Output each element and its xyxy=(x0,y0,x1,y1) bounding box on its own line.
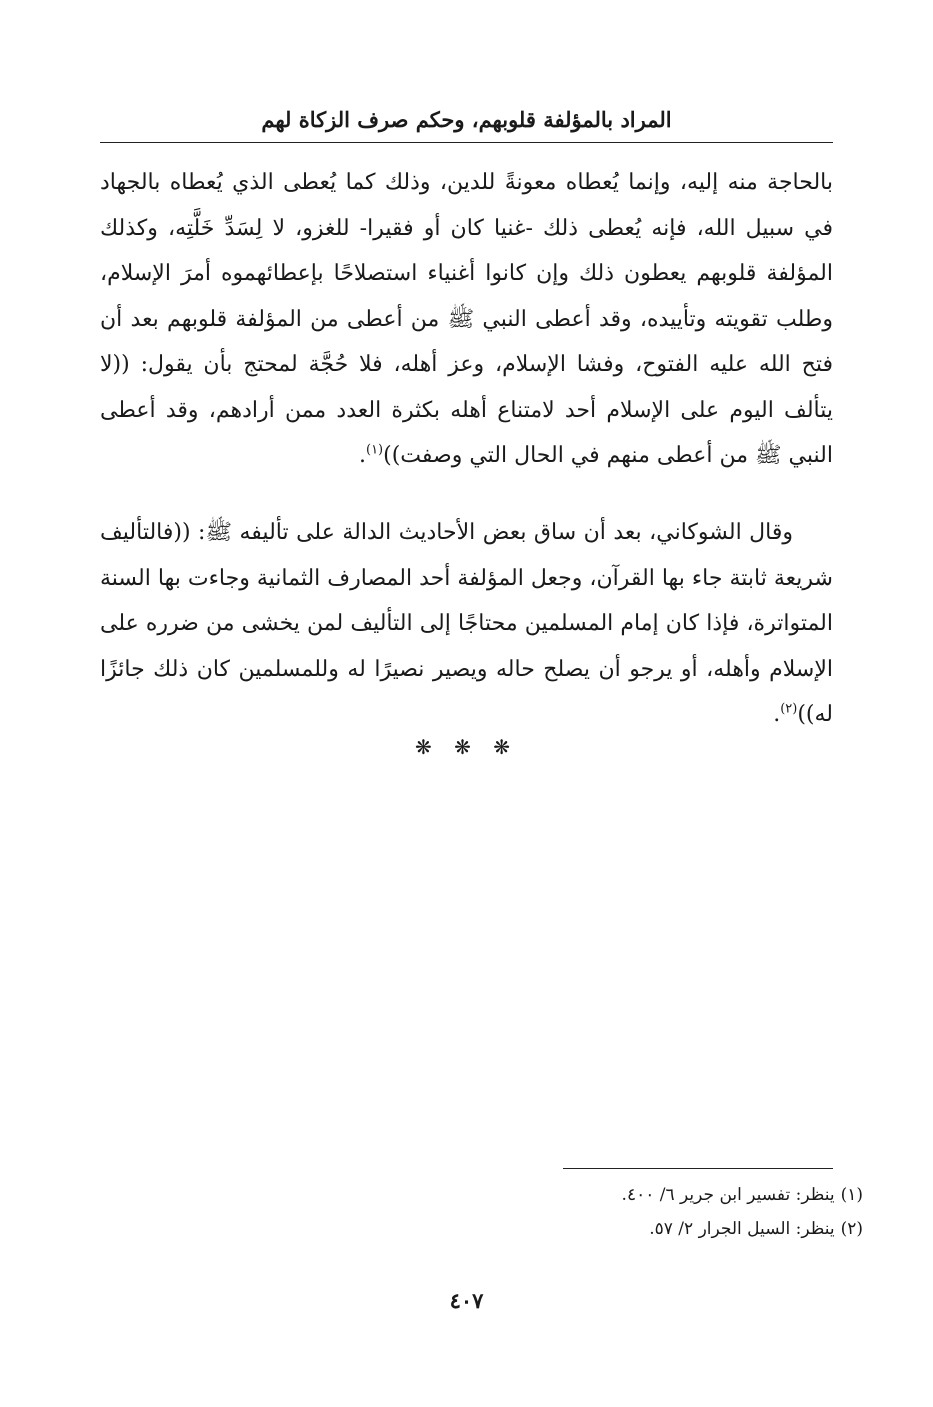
paragraph-1-text: بالحاجة منه إليه، وإنما يُعطاه معونةً للدين، وذلك كما يُعطى الذي يُعطاه بالجهاد في سبيل الله، فإنه يُعطى ذلك -غنيا كان أو فقيرا- للغزو، لا لِسَدِّ خَلَّتِه، وكذلك المؤلفة قلوبهم يعطون ذلك وإن كانوا أغنياء استصلاحًا بإعطائهموه أمرَ الإسلام، وطلب تقويته وتأييده، وقد أعطى النبي ﷺ من أعطى من المؤلفة قلوبهم بعد أن فتح الله عليه الفتوح، وفشا الإسلام، وعز أهله، فلا حُجَّة لمحتج بأن يقول: ((لا يتألف اليوم على الإسلام أحد لامتناع أهله بكثرة العدد ممن أرادهم، وقد أعطى النبي ﷺ من أعطى منهم في الحال التي وصفت)) xyxy=(100,170,833,468)
footnote-1-text: ينظر: تفسير ابن جرير ٦/ ٤٠٠. xyxy=(621,1185,835,1205)
footnote-1-number: (١) xyxy=(840,1185,863,1205)
page-number: ٤٠٧ xyxy=(449,1288,484,1313)
footnote-2 xyxy=(300,1212,863,1246)
running-header: المراد بالمؤلفة قلوبهم، وحكم صرف الزكاة لهم xyxy=(261,107,672,132)
paragraph-2 xyxy=(100,510,833,738)
paragraph-1 xyxy=(100,160,833,479)
footnote-divider xyxy=(563,1168,833,1169)
footnotes xyxy=(300,1178,863,1246)
header-divider xyxy=(100,142,833,143)
footnote-2-number: (٢) xyxy=(840,1219,863,1239)
paragraph-2-text: وقال الشوكاني، بعد أن ساق بعض الأحاديث الدالة على تأليفه ﷺ: ((فالتأليف شريعة ثابتة جاء بها القرآن، وجعل المؤلفة أحد المصارف الثمانية وجاءت بها السنة المتواترة، فإذا كان إمام المسلمين محتاجًا إلى التأليف لمن يخشى من ضرره على الإسلام وأهله، أو يرجو أن يصلح حاله ويصير نصيرًا له وللمسلمين كان ذلك جائزًا له)) xyxy=(100,520,833,727)
footnote-ref-2[interactable]: (٢) xyxy=(780,701,798,717)
footnote-ref-1[interactable]: (١) xyxy=(365,442,384,458)
footnote-2-text: ينظر: السيل الجرار ٢/ ٥٧. xyxy=(649,1219,835,1239)
paragraph-1-end: . xyxy=(358,443,366,468)
section-separator: ❋ ❋ ❋ xyxy=(415,735,518,759)
footnote-1 xyxy=(300,1178,863,1212)
paragraph-2-end: . xyxy=(773,702,781,727)
